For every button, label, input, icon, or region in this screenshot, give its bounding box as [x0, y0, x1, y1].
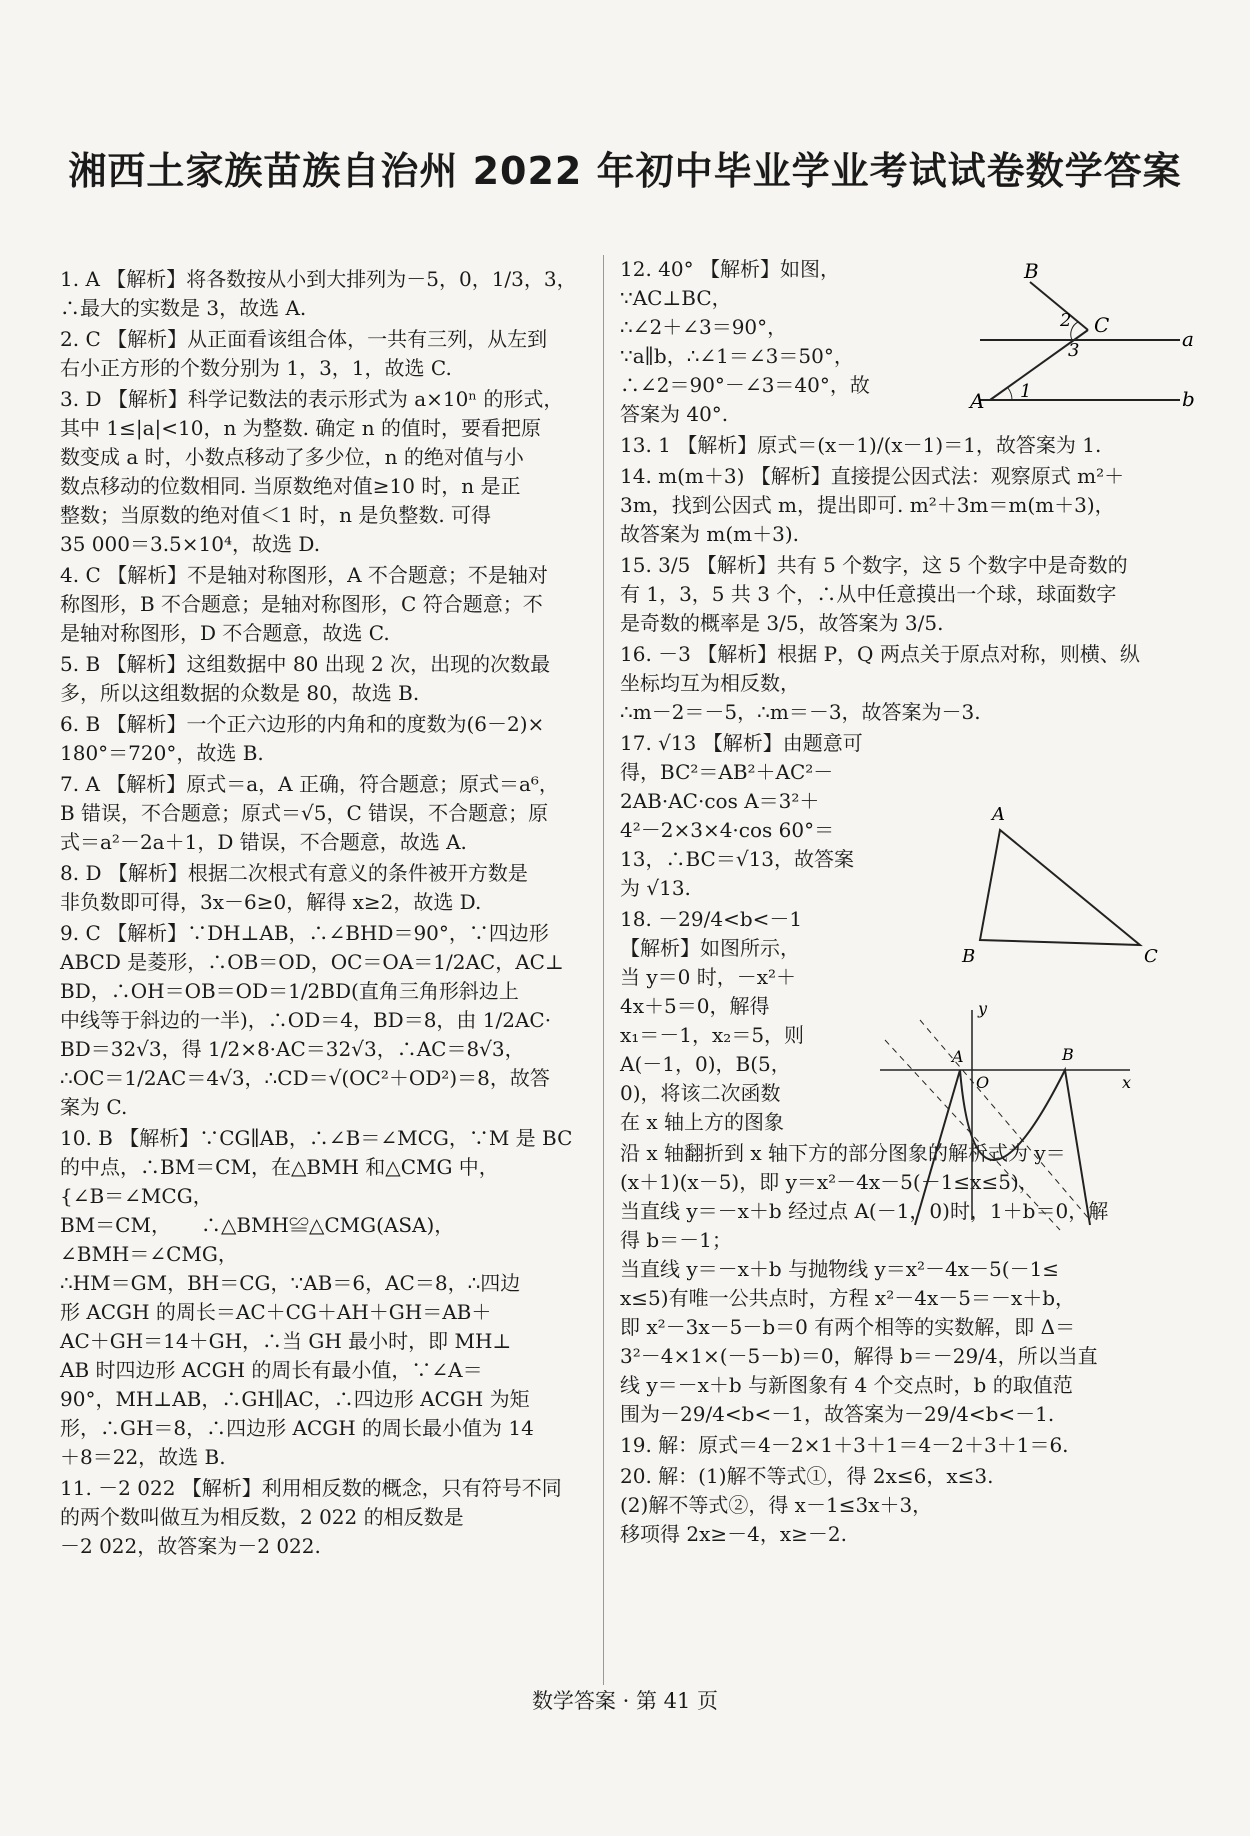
- answer-item: [620, 431, 1185, 460]
- answer-item: [620, 551, 1185, 638]
- answer-line: 形，∴GH＝8，∴四边形 ACGH 的周长最小值为 14: [60, 1416, 534, 1440]
- answer-item: [620, 1431, 1185, 1460]
- answer-line: 180°＝720°，故选 B.: [60, 741, 264, 765]
- label-B: B: [1024, 260, 1039, 283]
- answer-line: 8. D 【解析】根据二次根式有意义的条件被开方数是: [60, 861, 528, 885]
- answer-line: ∴m－2＝－5，∴m＝－3，故答案为－3.: [620, 700, 981, 724]
- answer-line: 13，∴BC＝√13，故答案: [620, 847, 855, 871]
- answer-line: 得 b＝－1；: [620, 1228, 732, 1252]
- answer-item: [60, 770, 590, 857]
- answer-line: 11. －2 022 【解析】利用相反数的概念，只有符号不同: [60, 1476, 562, 1500]
- answer-line: 10. B 【解析】∵CG∥AB，∴∠B＝∠MCG，∵M 是 BC: [60, 1126, 573, 1150]
- answer-line: ∵a∥b，∴∠1＝∠3＝50°，: [620, 344, 854, 368]
- answer-line: 答案为 40°.: [620, 402, 729, 426]
- left-column: [60, 265, 590, 1563]
- label-A: A: [970, 389, 985, 413]
- answer-line: 当直线 y＝－x＋b 经过点 A(－1，0)时，1＋b＝0，解: [620, 1199, 1109, 1223]
- answer-line: 9. C 【解析】∵DH⊥AB，∴∠BHD＝90°，∵四边形: [60, 921, 549, 945]
- answer-line: 右小正方形的个数分别为 1，3，1，故选 C.: [60, 356, 452, 380]
- answer-line: 3m，找到公因式 m，提出即可. m²＋3m＝m(m＋3)，: [620, 493, 1115, 517]
- answer-line: 2. C 【解析】从正面看该组合体，一共有三列，从左到: [60, 327, 548, 351]
- label-C: C: [1094, 313, 1110, 337]
- answer-line: 当 y＝0 时，－x²＋: [620, 965, 797, 989]
- answer-line: －2 022，故答案为－2 022.: [60, 1534, 321, 1558]
- answer-line: ∴OC＝1/2AC＝4√3，∴CD＝√(OC²＋OD²)＝8，故答: [60, 1066, 550, 1090]
- answer-line: 5. B 【解析】这组数据中 80 出现 2 次，出现的次数最: [60, 652, 551, 676]
- answer-line: 有 1，3，5 共 3 个，∴从中任意摸出一个球，球面数字: [620, 582, 1117, 606]
- answer-line: x≤5)有唯一公共点时，方程 x²－4x－5＝－x＋b，: [620, 1286, 1076, 1310]
- answer-line: 整数；当原数的绝对值＜1 时，n 是负整数. 可得: [60, 503, 492, 527]
- column-divider: [603, 255, 604, 1685]
- answer-line: x₁＝－1，x₂＝5，则: [620, 1023, 805, 1047]
- answer-line: 故答案为 m(m＋3).: [620, 522, 799, 546]
- answer-line: 为 √13.: [620, 876, 691, 900]
- answer-line: 20. 解：(1)解不等式①，得 2x≤6，x≤3.: [620, 1464, 994, 1488]
- label-b: b: [1182, 387, 1195, 411]
- answer-line: 6. B 【解析】一个正六边形的内角和的度数为(6－2)×: [60, 712, 545, 736]
- answer-line: 称图形，B 不合题意；是轴对称图形，C 符合题意；不: [60, 592, 543, 616]
- answer-line: 3. D 【解析】科学记数法的表示形式为 a×10ⁿ 的形式，: [60, 387, 564, 411]
- answer-line: 【解析】如图所示，: [620, 936, 800, 960]
- answer-item: [60, 650, 590, 708]
- label-2: 2: [1060, 310, 1072, 331]
- answer-line: 案为 C.: [60, 1095, 128, 1119]
- answer-item: [60, 919, 590, 1122]
- answer-line: (2)解不等式②，得 x－1≤3x＋3，: [620, 1493, 933, 1517]
- answer-line: 12. 40° 【解析】如图，: [620, 257, 840, 281]
- answer-line: 4. C 【解析】不是轴对称图形，A 不合题意；不是轴对: [60, 563, 548, 587]
- answer-line: 16. －3 【解析】根据 P，Q 两点关于原点对称，则横、纵: [620, 642, 1140, 666]
- answer-line: BD，∴OH＝OB＝OD＝1/2BD(直角三角形斜边上: [60, 979, 519, 1003]
- figure-q17: [950, 800, 1180, 975]
- answer-line: ∴∠2＝90°－∠3＝40°，故: [620, 373, 870, 397]
- answer-line: 4²－2×3×4·cos 60°＝: [620, 818, 835, 842]
- answer-line: ∴最大的实数是 3，故选 A.: [60, 296, 307, 320]
- answer-line: AC＋GH＝14＋GH，∴当 GH 最小时，即 MH⊥: [60, 1329, 512, 1353]
- function-graph: [915, 1070, 1090, 1225]
- answer-line: 90°，MH⊥AB，∴GH∥AC，∴四边形 ACGH 为矩: [60, 1387, 530, 1411]
- triangle-abc: [980, 830, 1140, 945]
- angle-1-arc: [1008, 388, 1012, 400]
- label-3: 3: [1068, 340, 1080, 361]
- answer-item: [60, 265, 590, 323]
- page-footer: 数学答案 · 第 41 页: [531, 1689, 719, 1713]
- answer-line: 18. －29/4<b<－1: [620, 907, 803, 931]
- answer-line: ∴∠2＋∠3＝90°，: [620, 315, 788, 339]
- page-title: 湘西土家族苗族自治州 2022 年初中毕业学业考试试卷数学答案: [68, 149, 1182, 193]
- answer-item: [620, 1462, 1185, 1549]
- answer-line: 7. A 【解析】原式＝a，A 正确，符合题意；原式＝a⁶，: [60, 772, 559, 796]
- answer-line: {∠B＝∠MCG，: [60, 1184, 213, 1208]
- answer-line: BD＝32√3，得 1/2×8·AC＝32√3，∴AC＝8√3，: [60, 1037, 525, 1061]
- answer-line: 4x＋5＝0，解得: [620, 994, 770, 1018]
- label-O: O: [976, 1073, 990, 1092]
- answer-item: [620, 729, 977, 903]
- figure-q12: [960, 260, 1200, 420]
- answer-line: 即 x²－3x－5－b＝0 有两个相等的实数解，即 Δ＝: [620, 1315, 1076, 1339]
- answer-line: 式＝a²－2a＋1，D 错误，不合题意，故选 A.: [60, 830, 467, 854]
- answer-item: [60, 385, 590, 559]
- answer-line: 数点移动的位数相同. 当原数绝对值≥10 时，n 是正: [60, 474, 521, 498]
- answer-line: A(－1，0)，B(5，: [620, 1052, 791, 1076]
- answer-line: 3²－4×1×(－5－b)＝0，解得 b＝－29/4，所以当直: [620, 1344, 1098, 1368]
- answer-line: 17. √13 【解析】由题意可: [620, 731, 863, 755]
- answer-line: 是轴对称图形，D 不合题意，故选 C.: [60, 621, 390, 645]
- answer-line: 13. 1 【解析】原式＝(x－1)/(x－1)＝1，故答案为 1.: [620, 433, 1102, 457]
- label-a: a: [1182, 327, 1194, 351]
- answer-item: [60, 859, 590, 917]
- answer-line: 线 y＝－x＋b 与新图象有 4 个交点时，b 的取值范: [620, 1373, 1073, 1397]
- label-B: B: [1062, 1045, 1074, 1064]
- label-C: C: [1144, 946, 1158, 967]
- answer-line: 19. 解：原式＝4－2×1＋3＋1＝4－2＋3＋1＝6.: [620, 1433, 1069, 1457]
- figure-q18: [860, 1000, 1140, 1235]
- answer-item: [60, 710, 590, 768]
- answer-line: 坐标均互为相反数，: [620, 671, 800, 695]
- answer-line: 当直线 y＝－x＋b 与抛物线 y＝x²－4x－5(－1≤: [620, 1257, 1060, 1281]
- answer-item: [620, 640, 1185, 727]
- answer-line: ABCD 是菱形，∴OB＝OD，OC＝OA＝1/2AC，AC⊥: [60, 950, 564, 974]
- answer-line: 非负数即可得，3x－6≥0，解得 x≥2，故选 D.: [60, 890, 482, 914]
- answer-line: B 错误，不合题意；原式＝√5，C 错误，不合题意；原: [60, 801, 549, 825]
- answer-line: 在 x 轴上方的图象: [620, 1110, 784, 1134]
- label-y: y: [978, 1000, 988, 1018]
- label-1: 1: [1020, 381, 1032, 402]
- label-A: A: [992, 804, 1005, 825]
- answer-line: 2AB·AC·cos A＝3²＋: [620, 789, 820, 813]
- answer-line: 其中 1≤|a|<10，n 为整数. 确定 n 的值时，要看把原: [60, 416, 541, 440]
- answer-line: 形 ACGH 的周长＝AC＋CG＋AH＋GH＝AB＋: [60, 1300, 492, 1324]
- answer-line: 数变成 a 时，小数点移动了多少位，n 的绝对值与小: [60, 445, 524, 469]
- answer-item: [60, 325, 590, 383]
- answer-line: 的中点，∴BM＝CM，在△BMH 和△CMG 中，: [60, 1155, 499, 1179]
- label-x: x: [1122, 1073, 1132, 1092]
- answer-line: 中线等于斜边的一半)，∴OD＝4，BD＝8，由 1/2AC·: [60, 1008, 552, 1032]
- answer-line: 多，所以这组数据的众数是 80，故选 B.: [60, 681, 420, 705]
- answer-item: [60, 1124, 590, 1472]
- answer-line: AB 时四边形 ACGH 的周长有最小值，∵∠A＝: [60, 1358, 483, 1382]
- answer-line: BM＝CM， ∴△BMH≌△CMG(ASA)，: [60, 1213, 455, 1237]
- answer-line: 得，BC²＝AB²＋AC²－: [620, 760, 834, 784]
- label-A: A: [952, 1047, 964, 1066]
- answer-line: 是奇数的概率是 3/5，故答案为 3/5.: [620, 611, 944, 635]
- answer-line: (x＋1)(x－5)，即 y＝x²－4x－5(－1≤x≤5)，: [620, 1170, 1039, 1194]
- answer-item: [60, 561, 590, 648]
- label-B: B: [962, 946, 976, 967]
- answer-line: 的两个数叫做互为相反数，2 022 的相反数是: [60, 1505, 464, 1529]
- segment-cb: [1030, 282, 1088, 330]
- answer-line: ∠BMH＝∠CMG，: [60, 1242, 238, 1266]
- answer-line: ∴HM＝GM，BH＝CG，∵AB＝6，AC＝8，∴四边: [60, 1271, 521, 1295]
- answer-line: 0)，将该二次函数: [620, 1081, 781, 1105]
- answer-line: 15. 3/5 【解析】共有 5 个数字，这 5 个数字中是奇数的: [620, 553, 1128, 577]
- answer-item: [620, 255, 977, 429]
- answer-line: ∵AC⊥BC，: [620, 286, 732, 310]
- answer-line: 移项得 2x≥－4，x≥－2.: [620, 1522, 847, 1546]
- answer-line: 35 000＝3.5×10⁴，故选 D.: [60, 532, 321, 556]
- answer-line: 1. A 【解析】将各数按从小到大排列为－5，0，1/3，3，: [60, 267, 577, 291]
- answer-line: ＋8＝22，故选 B.: [60, 1445, 226, 1469]
- answer-line: 围为－29/4<b<－1，故答案为－29/4<b<－1.: [620, 1402, 1055, 1426]
- answer-line: 沿 x 轴翻折到 x 轴下方的部分图象的解析式为 y＝: [620, 1141, 1066, 1165]
- answer-item: [620, 462, 1185, 549]
- answer-item: [60, 1474, 590, 1561]
- answer-line: 14. m(m＋3) 【解析】直接提公因式法：观察原式 m²＋: [620, 464, 1125, 488]
